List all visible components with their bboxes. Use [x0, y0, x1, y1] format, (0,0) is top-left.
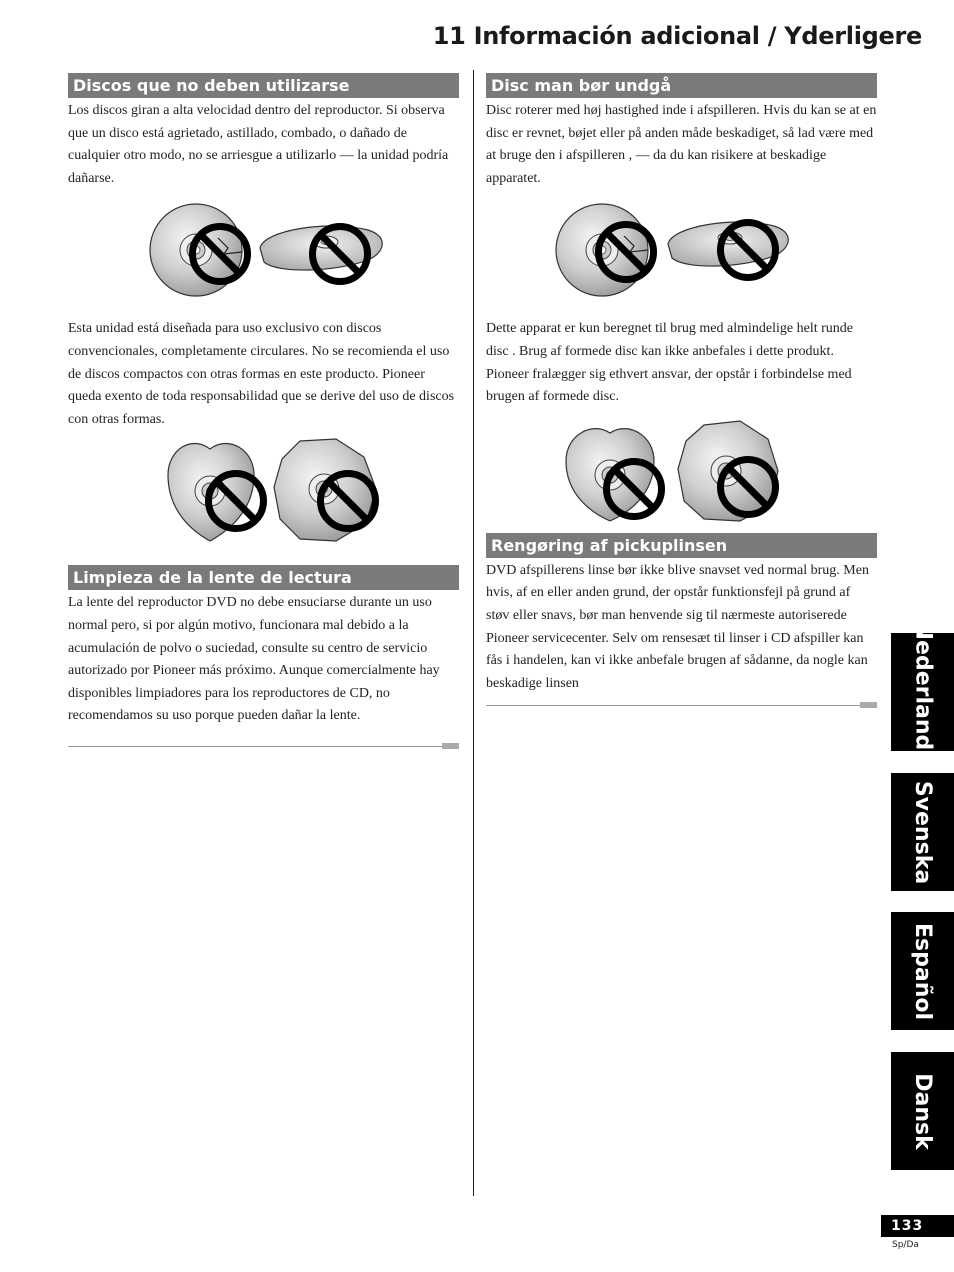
paragraph-lens-cleaning: La lente del reproductor DVD no debe ensuciarse durante un uso normal pero, si por algún motivo, funcionara mal debido a la acumulación de polvo o suciedad, consulte su centro de servicio autorizado por Pioneer más próximo. Aunque comercialmente hay disponibles limpiadores para los reproductores de CD, no recomendamos su uso porque pueden dañar la lente. — [68, 595, 440, 724]
language-tab-espanol — [891, 912, 954, 1030]
paragraph-disc-warning: Los discos giran a alta velocidad dentro del reproductor. Si observa que un disco está agrietado, astillado, combado, o dañado de cualquier otro modo, no se arriesgue a utilizarlo — la unidad podría dañarse. — [68, 103, 449, 186]
figure-damaged-discs-da — [486, 190, 877, 318]
section-end-rule — [486, 701, 877, 709]
language-tab-label: Español — [910, 922, 936, 1020]
figure-shaped-discs-da — [486, 409, 877, 533]
section-heading-pickup-cleaning: Rengøring af pickuplinsen — [486, 533, 877, 558]
section-heading-lens-cleaning: Limpieza de la lente de lectura — [68, 565, 459, 590]
left-column — [68, 73, 459, 750]
page-number: 133 — [881, 1215, 954, 1237]
language-tab-svenska — [891, 773, 954, 891]
language-tab-label: Nederlands — [910, 621, 935, 763]
paragraph-pickup-cleaning: DVD afspillerens linse bør ikke blive snavset ved normal brug. Men hvis, af en eller anden grund, der opstår funktionsfejl på grund af støv eller snavs, bør man henvende sig til nærmeste autoriserede Pioneer servicecenter. Selv om rensesæt til linser i CD afspiller kan fås i handelen, kan vi ikke anbefale brugen af sådanne, da nogle kan beskadige linsen — [486, 562, 869, 691]
language-tab-dansk — [891, 1052, 954, 1170]
figure-shaped-discs — [68, 431, 459, 565]
figure-damaged-discs — [68, 190, 459, 318]
paragraph-shaped-discs-da: Dette apparat er kun beregnet til brug med almindelige helt runde disc . Brug af formede disc kan ikke anbefales i dette produkt. Pioneer fralægger sig ethvert ansvar, der opstår i forbindelse med brugen af formede disc. — [486, 321, 853, 405]
section-heading-unusable-discs: Discos que no deben utilizarse — [68, 73, 459, 98]
page-language-code: Sp/Da — [892, 1240, 919, 1250]
right-column — [486, 73, 877, 709]
language-tab-label: Dansk — [910, 1072, 935, 1150]
language-tab-nederlands — [891, 621, 954, 763]
page-title: 11 Información adicional / Yderligere — [432, 22, 922, 50]
column-divider — [473, 70, 474, 1196]
paragraph-disc-warning-da: Disc roterer med høj hastighed inde i afspilleren. Hvis du kan se at en disc er revnet, bøjet eller på anden måde beskadiget, så lad være med at bruge den i afspilleren , — da du kan risikere at beskadige apparatet. — [486, 103, 877, 186]
section-end-rule — [68, 742, 459, 750]
paragraph-shaped-discs: Esta unidad está diseñada para uso exclusivo con discos convencionales, completamente circulares. No se recomienda el uso de discos compactos con otras formas en este producto. Pioneer queda exento de toda responsabilidad que se derive del uso de discos con otras formas. — [68, 321, 455, 427]
language-tab-label: Svenska — [910, 780, 935, 884]
section-heading-discs-to-avoid: Disc man bør undgå — [486, 73, 877, 98]
